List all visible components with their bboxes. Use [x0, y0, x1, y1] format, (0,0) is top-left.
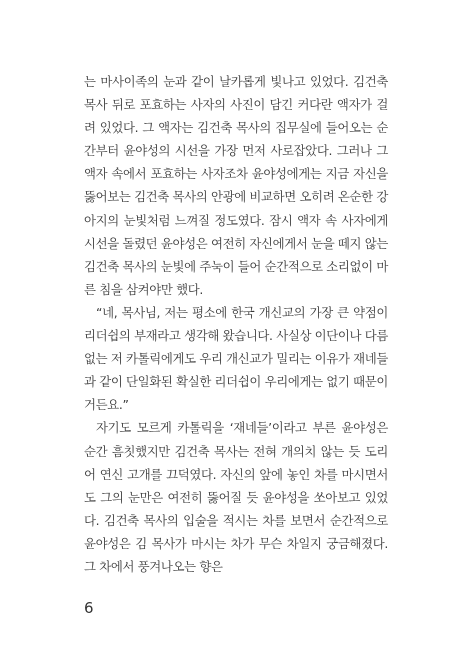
- paragraph-narrative: 자기도 모르게 카톨릭을 ‘재네들’이라고 부른 윤야성은 순간 흠칫했지만 김건축 목사는 전혀 개의치 않는 듯 도리어 연신 고개를 끄덕였다. 자신의 앞에 놓인 차를 마시면서도 그의 눈만은 여전히 뚫어질 듯 윤야성을 쏘아보고 있었다. 김건축 목사의 입술을 적시는 차를 보면서 순간적으로 윤야성은 김 목사가 마시는 차가 무슨 차일지 궁금해졌다. 그 차에서 풍겨나오는 향은: [84, 420, 388, 574]
- paragraph-continuation: 는 마사이족의 눈과 같이 날카롭게 빛나고 있었다. 김건축 목사 뒤로 포효하는 사자의 사진이 담긴 커다란 액자가 걸려 있었다. 그 액자는 김건축 목사의 집무실에 들어오는 순간부터 윤야성의 시선을 가장 먼저 사로잡았다. 그러나 그 액자 속에서 포효하는 사자조차 윤야성에게는 지금 자신을 뚫어보는 김건축 목사의 안광에 비교하면 오히려 온순한 강아지의 눈빛처럼 느껴질 정도였다. 잠시 액자 속 사자에게 시선을 돌렸던 윤야성은 여전히 자신에게서 눈을 떼지 않는 김건축 목사의 눈빛에 주눅이 들어 순간적으로 소리없이 마른 침을 삼켜야만 했다.: [84, 74, 388, 297]
- body-text: [84, 70, 388, 578]
- page-number: 6: [84, 599, 94, 617]
- paragraph-quote: “네, 목사님, 저는 평소에 한국 개신교의 가장 큰 약점이 리더쉽의 부재라고 생각해 왔습니다. 사실상 이단이나 다름없는 저 카톨릭에게도 우리 개신교가 밀리는 이유가 재네들과 같이 단일화된 확실한 리더쉽이 우리에게는 없기 때문이거든요.”: [84, 304, 388, 413]
